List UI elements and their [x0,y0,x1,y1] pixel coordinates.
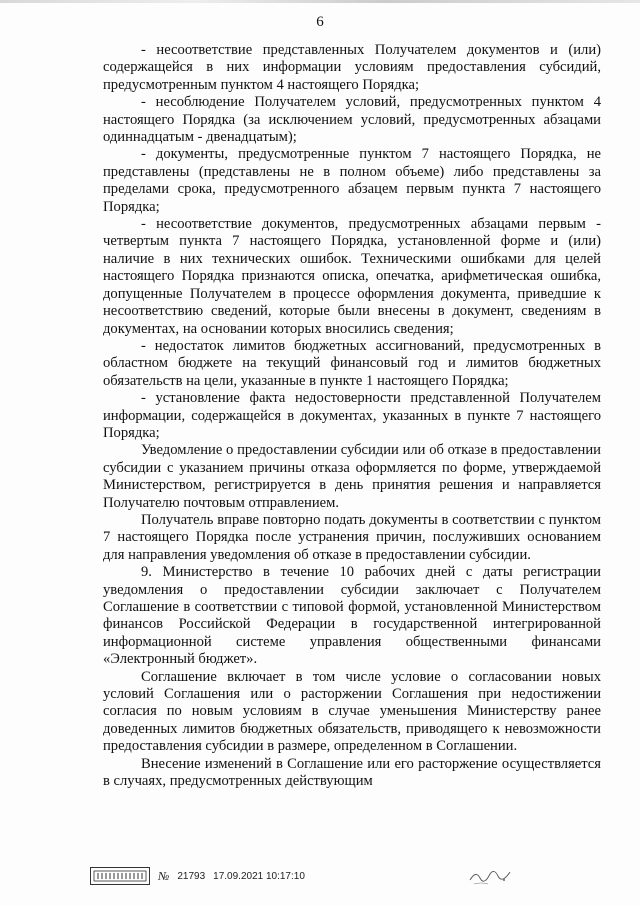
paragraph-refusal-reason-4: - несоответствие документов, предусмотренных абзацами первым - четвертым пункта 7 настоящего Порядка, установленной форме и (или) наличие в них технических ошибок. Техническими ошибками для целей настоящего Порядка признаются описка, опечатка, арифметическая ошибка, допущенные Получателем в процессе оформления документа, приведшие к несоответствию сведений, которые были внесены в документ, сведениям в документах, на основании которых вносились сведения; [103,216,601,337]
paragraph-agreement-terms: Соглашение включает в том числе условие о согласовании новых условий Соглашения или о расторжении Соглашения при недостижении согласия по новым условиям в случае уменьшения Министерству ранее доведенных лимитов бюджетных обязательств, приводящего к невозможности предоставления субсидии в размере, определенном в Соглашении. [103,668,601,755]
page-number: 6 [316,14,324,30]
paragraph-notification: Уведомление о предоставлении субсидии или об отказе в предоставлении субсидии с указанием причины отказа оформляется по форме, утверждаемой Министерством, регистрируется в день принятия решения и направляется Получателю почтовым отправлением. [103,442,601,511]
registry-stamp-icon [90,867,150,885]
paragraph-refusal-reason-1: - несоответствие представленных Получателем документов и (или) содержащейся в них информации условиям предоставления субсидий, предусмотренным пунктом 4 настоящего Порядка; [103,42,601,93]
number-sign: № [158,868,170,883]
paragraph-refusal-reason-3: - документы, предусмотренные пунктом 7 настоящего Порядка, не представлены (представлены не в полном объеме) либо представлены за пределами срока, предусмотренного абзацем первым пункта 7 настоящего Порядка; [103,146,601,215]
document-body [103,42,601,790]
paragraph-agreement-changes: Внесение изменений в Соглашение или его расторжение осуществляется в случаях, предусмотренных действующим [103,755,601,790]
document-footer [90,866,305,886]
paragraph-refusal-reason-6: - установление факта недостоверности представленной Получателем информации, содержащейся в документах, указанных в пункте 7 настоящего Порядка; [103,390,601,441]
handwritten-mark-icon [466,862,516,888]
document-timestamp: 17.09.2021 10:17:10 [213,870,305,882]
paragraph-resubmission: Получатель вправе повторно подать документы в соответствии с пунктом 7 настоящего Порядка после устранения причин, послуживших основанием для направления уведомления об отказе в предоставлении субсидии. [103,511,601,563]
scan-edge-artifact [0,0,640,3]
paragraph-refusal-reason-2: - несоблюдение Получателем условий, предусмотренных пунктом 4 настоящего Порядка (за исключением условий, предусмотренных абзацами одиннадцатым - двенадцатым); [103,94,601,146]
document-number: 21793 [177,870,206,882]
paragraph-section-9: 9. Министерство в течение 10 рабочих дней с даты регистрации уведомления о предоставлении субсидии заключает с Получателем Соглашение в соответствии с типовой формой, установленной Министерством финансов Российской Федерации в государственной интегрированной информационной системе управления общественными финансами «Электронный бюджет». [103,564,601,668]
paragraph-refusal-reason-5: - недостаток лимитов бюджетных ассигнований, предусмотренных в областном бюджете на текущий финансовый год и лимитов бюджетных обязательств на цели, указанные в пункте 1 настоящего Порядка; [103,337,601,389]
